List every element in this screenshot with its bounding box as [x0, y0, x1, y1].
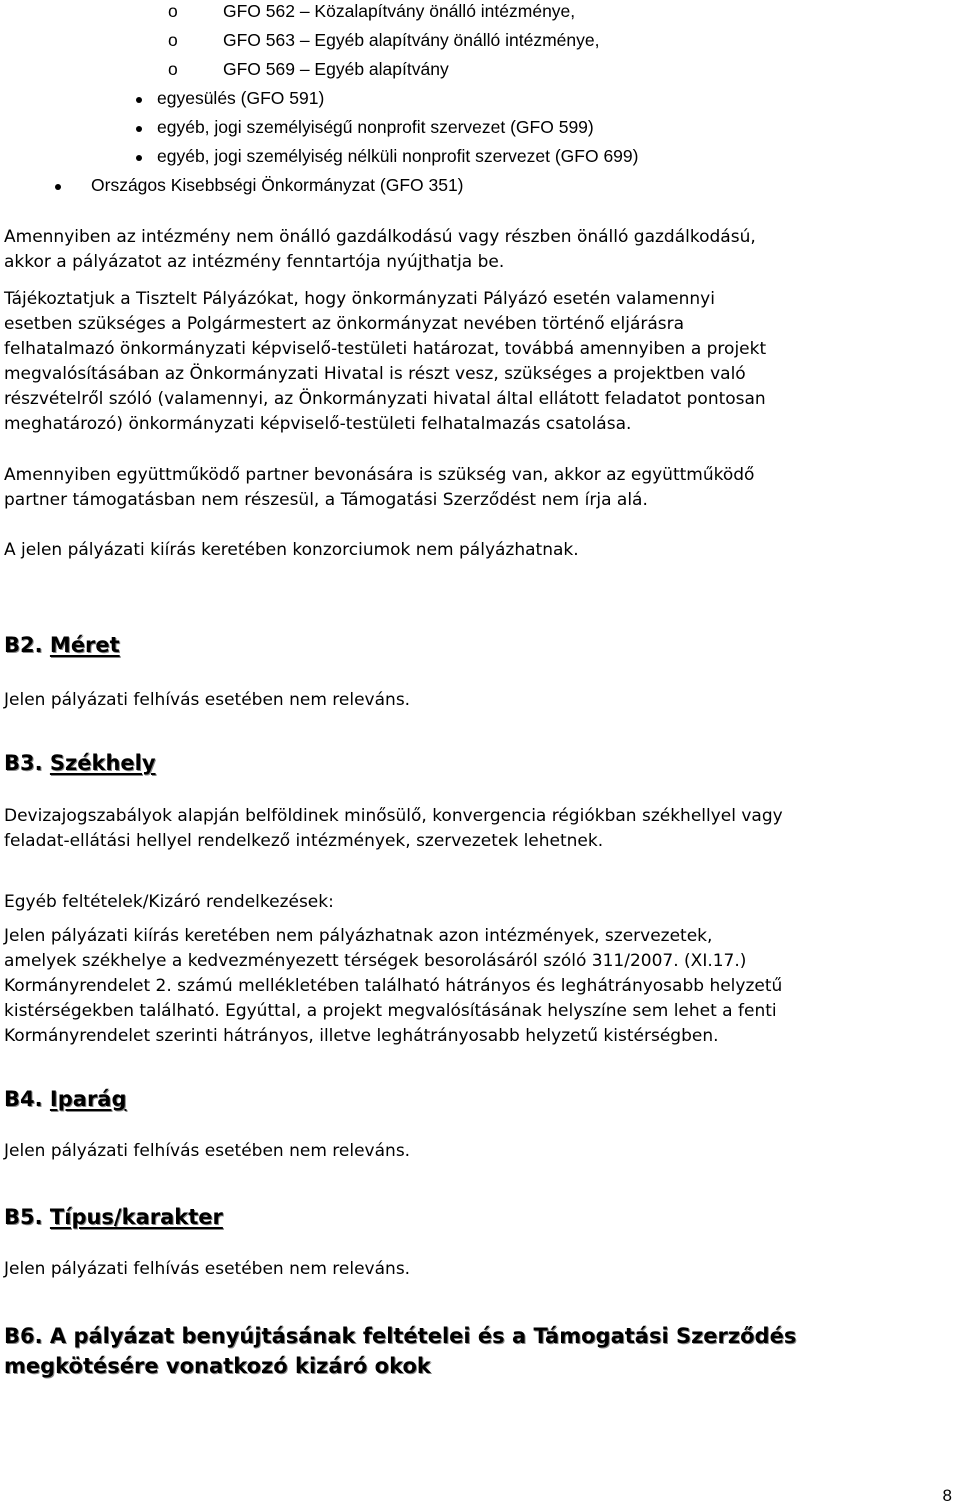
bullet-icon — [136, 126, 142, 132]
list-item-text: GFO 562 – Közalapítvány önálló intézménye, — [223, 1, 576, 21]
page-number: 8 — [942, 1486, 952, 1505]
list-marker: o — [168, 1, 178, 21]
section-b4-text: Jelen pályázati felhívás esetében nem releváns. — [4, 1141, 411, 1161]
bullet-icon — [136, 155, 142, 161]
bullet-icon — [55, 184, 61, 190]
list-item-text: egyesülés (GFO 591) — [157, 88, 325, 108]
section-heading-b5: B5. Típus/karakter — [4, 1205, 223, 1229]
paragraph-partner: Amennyiben együttműködő partner bevonására is szükség van, akkor az együttműködő partner támogatásban nem részesül, a Támogatási Szerződést nem írja alá. — [4, 465, 755, 510]
section-heading-b3: B3. Székhely — [4, 751, 156, 775]
list-item-text: GFO 569 – Egyéb alapítvány — [223, 59, 449, 79]
list-item-text: GFO 563 – Egyéb alapítvány önálló intézménye, — [223, 30, 600, 50]
section-heading-b4: B4. Iparág — [4, 1087, 127, 1111]
paragraph-municipality-notice: Tájékoztatjuk a Tisztelt Pályázókat, hogy önkormányzati Pályázó esetén valamennyi esetben szükséges a Polgármestert az önkormányzat nevében történő eljárásra felhatalmazó önkormányzati képviselő-testületi határozat, továbbá amennyiben a projekt megvalósításában az Önkormányzati Hivatal is részt vesz, szükséges a projektben való részvételről szóló (valamennyi, az Önkormányzati hivatal által ellátott feladatot pontosan meghatározó) önkormányzati képviselő-testületi felhatalmazás csatolása. — [4, 289, 767, 434]
list-marker: o — [168, 59, 178, 79]
list-item-text: Országos Kisebbségi Önkormányzat (GFO 351) — [91, 175, 464, 195]
paragraph-maintainer: Amennyiben az intézmény nem önálló gazdálkodású vagy részben önálló gazdálkodású, akkor a pályázatot az intézmény fenntartója nyújthatja be. — [4, 227, 756, 272]
list-item-text: egyéb, jogi személyiség nélküli nonprofit szervezet (GFO 699) — [157, 146, 639, 166]
section-b5-text: Jelen pályázati felhívás esetében nem releváns. — [4, 1259, 411, 1279]
section-heading-b6: B6. A pályázat benyújtásának feltételei és a Támogatási Szerződés megkötésére vonatkozó kizáró okok — [4, 1324, 797, 1378]
sublist-item — [0, 1, 760, 25]
bullet-icon — [136, 97, 142, 103]
list-marker: o — [168, 30, 178, 50]
section-b2-text: Jelen pályázati felhívás esetében nem releváns. — [4, 690, 411, 710]
section-b3-other-label: Egyéb feltételek/Kizáró rendelkezések: — [4, 892, 334, 912]
list-item-text: egyéb, jogi személyiségű nonprofit szervezet (GFO 599) — [157, 117, 594, 137]
sublist-item — [0, 30, 760, 54]
section-b3-text: Devizajogszabályok alapján belföldinek minősülő, konvergencia régiókban székhellyel vagy feladat-ellátási hellyel rendelkező intézmények, szervezetek lehetnek. — [4, 806, 783, 851]
sublist-item — [0, 59, 760, 83]
section-heading-b2: B2. Méret — [4, 633, 120, 657]
paragraph-consortium: A jelen pályázati kiírás keretében konzorciumok nem pályázhatnak. — [4, 540, 579, 560]
section-b3-other-text: Jelen pályázati kiírás keretében nem pályázhatnak azon intézmények, szervezetek, amelyek székhelye a kedvezményezett térségek besorolásáról szóló 311/2007. (XI.17.) Kormányrendelet 2. számú mellékletében található hátrányos és leghátrányosabb helyzetű kistérségekben található. Egyúttal, a projekt megvalósításának helyszíne sem lehet a fenti Kormányrendelet szerinti hátrányos, illetve leghátrányosabb helyzetű kistérségben. — [4, 926, 783, 1046]
